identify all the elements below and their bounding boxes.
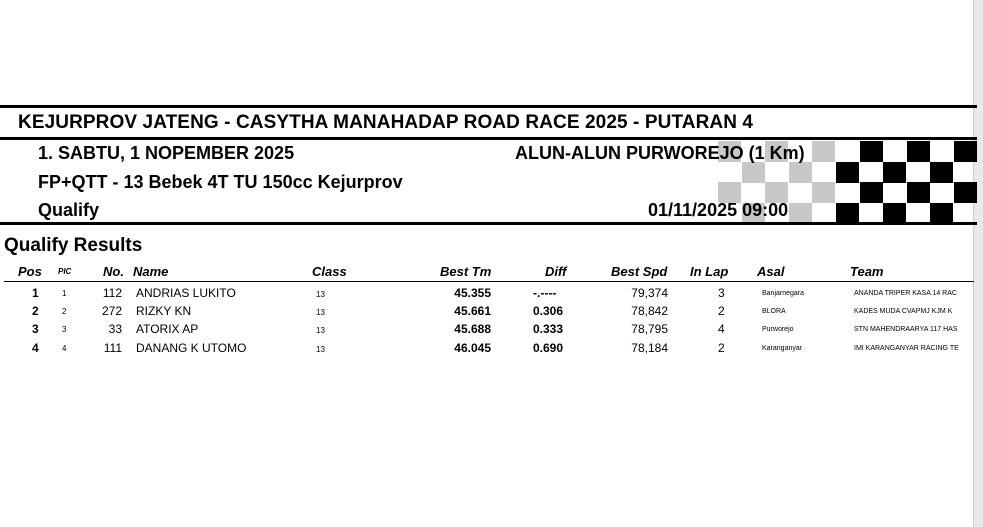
col-best-tm: Best Tm xyxy=(440,264,492,279)
cell-pic: 3 xyxy=(62,325,67,334)
checker-square xyxy=(742,162,765,183)
cell-pic: 2 xyxy=(62,307,67,316)
header-bottom-rule xyxy=(0,222,977,225)
top-rule xyxy=(0,105,977,108)
col-pos: Pos xyxy=(18,264,42,279)
table-row xyxy=(0,302,973,320)
checker-square xyxy=(954,182,977,203)
checker-square xyxy=(930,162,953,183)
cell-class: 13 xyxy=(316,290,325,299)
cell-pos: 3 xyxy=(32,322,39,336)
checker-square xyxy=(812,182,835,203)
results-title: Qualify Results xyxy=(4,235,143,256)
table-row xyxy=(0,320,973,338)
cell-pic: 1 xyxy=(62,289,67,298)
cell-no: 112 xyxy=(102,286,122,300)
event-title: KEJURPROV JATENG - CASYTHA MANAHADAP ROAD RACE 2025 - PUTARAN 4 xyxy=(18,112,754,133)
cell-diff: -.---- xyxy=(533,286,557,300)
checker-square xyxy=(789,203,812,224)
checker-square xyxy=(836,203,859,224)
session-class: FP+QTT - 13 Bebek 4T TU 150cc Kejurprov xyxy=(38,172,403,192)
cell-in-lap: 2 xyxy=(718,341,725,355)
cell-pos: 4 xyxy=(32,341,39,355)
checker-square xyxy=(954,141,977,162)
col-asal: Asal xyxy=(757,264,785,279)
checker-square xyxy=(836,162,859,183)
table-row xyxy=(0,284,973,302)
col-best-spd: Best Spd xyxy=(611,264,668,279)
checker-square xyxy=(883,203,906,224)
cell-no: 111 xyxy=(103,341,122,355)
cell-pos: 2 xyxy=(32,304,39,318)
cell-name: DANANG K UTOMO xyxy=(136,341,247,355)
cell-team: STN MAHENDRAARYA 117 HAS xyxy=(854,326,958,333)
cell-asal: Purworejo xyxy=(762,326,794,333)
checker-square xyxy=(812,141,835,162)
checker-square xyxy=(907,182,930,203)
col-no: No. xyxy=(103,264,124,279)
checker-square xyxy=(930,203,953,224)
cell-in-lap: 2 xyxy=(718,304,725,318)
cell-name: RIZKY KN xyxy=(136,304,192,318)
cell-best-tm: 45.355 xyxy=(454,286,491,300)
cell-no: 33 xyxy=(108,322,122,336)
cell-best-tm: 46.045 xyxy=(454,341,491,355)
checker-square xyxy=(860,182,883,203)
cell-diff: 0.333 xyxy=(533,322,564,336)
cell-class: 13 xyxy=(316,345,325,354)
cell-diff: 0.690 xyxy=(533,341,564,355)
cell-best-spd: 78,842 xyxy=(631,304,668,318)
cell-in-lap: 4 xyxy=(718,322,725,336)
title-rule xyxy=(0,137,977,140)
cell-best-spd: 78,184 xyxy=(631,341,668,355)
cell-class: 13 xyxy=(316,308,325,317)
col-diff: Diff xyxy=(545,264,567,279)
cell-in-lap: 3 xyxy=(718,286,725,300)
cell-pos: 1 xyxy=(32,286,39,300)
col-in-lap: In Lap xyxy=(690,264,729,279)
cell-asal: Banjarnegara xyxy=(762,290,805,297)
cell-diff: 0.306 xyxy=(533,304,564,318)
event-date: 1. SABTU, 1 NOPEMBER 2025 xyxy=(38,143,295,163)
cell-team: ANANDA TRIPER KASA 14 RAC xyxy=(854,290,957,297)
col-class: Class xyxy=(312,264,347,279)
cell-team: IMI KARANGANYAR RACING TE xyxy=(854,345,959,352)
checker-square xyxy=(883,162,906,183)
event-venue: ALUN-ALUN PURWOREJO (1 Km) xyxy=(515,143,805,163)
col-team: Team xyxy=(850,264,884,279)
checker-square xyxy=(907,141,930,162)
cell-best-spd: 79,374 xyxy=(631,286,668,300)
cell-class: 13 xyxy=(316,326,325,335)
col-pic: PIC xyxy=(58,267,72,276)
cell-asal: BLORA xyxy=(762,308,786,315)
cell-best-tm: 45.661 xyxy=(454,304,491,318)
session-type: Qualify xyxy=(38,200,100,220)
cell-pic: 4 xyxy=(62,344,67,353)
columns-rule xyxy=(4,281,974,282)
cell-name: ATORIX AP xyxy=(136,322,199,336)
page-right-edge xyxy=(973,0,983,527)
checker-square xyxy=(789,162,812,183)
col-name: Name xyxy=(133,264,169,279)
cell-team: KADES MUDA CVAPMJ KJM K xyxy=(854,308,953,315)
cell-asal: Karanganyar xyxy=(762,345,803,352)
cell-no: 272 xyxy=(101,304,122,318)
table-row xyxy=(0,339,973,357)
cell-name: ANDRIAS LUKITO xyxy=(136,286,236,300)
cell-best-tm: 45.688 xyxy=(454,322,491,336)
session-datetime: 01/11/2025 09:00 xyxy=(648,200,789,220)
cell-best-spd: 78,795 xyxy=(631,322,668,336)
checker-square xyxy=(860,141,883,162)
